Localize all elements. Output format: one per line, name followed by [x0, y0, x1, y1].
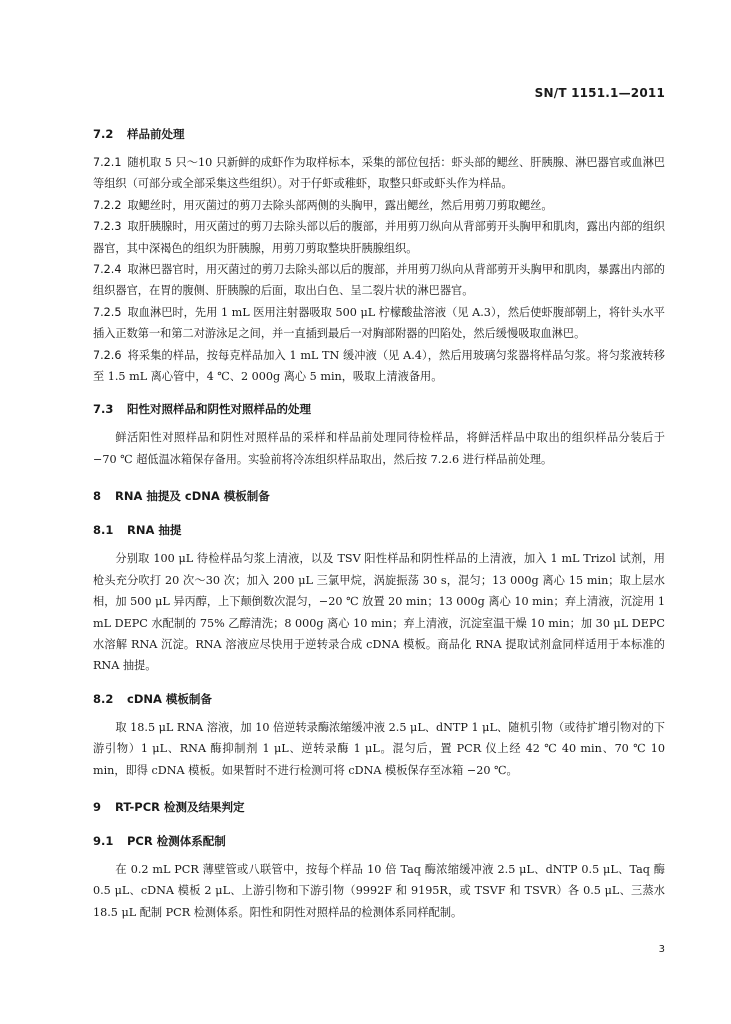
clause-7-2-5 — [93, 302, 665, 345]
section-number: 9.1 — [93, 833, 114, 848]
clause-text: 将采集的样品，按每克样品加入 1 mL TN 缓冲液（见 A.4），然后用玻璃匀浆器将样品匀浆。将匀浆液转移至 1.5 mL 离心管中，4 ℃、2 000g 离心 5 min，吸取上清液备用。 — [93, 348, 665, 384]
section-heading-8-1 — [93, 522, 665, 538]
page-number: 3 — [658, 944, 665, 955]
clause-number: 7.2.2 — [93, 198, 122, 212]
paragraph-text: 取 18.5 μL RNA 溶液，加 10 倍逆转录酶浓缩缓冲液 2.5 μL、dNTP 1 μL、随机引物（或待扩增引物对的下游引物）1 μL、RNA 酶抑制剂 1 μL、逆转录酶 1 μL。混匀后，置 PCR 仪上经 42 ℃ 40 min、70 ℃ 10 min，即得 cDNA 模板。如果暂时不进行检测可将 cDNA 模板保存至冰箱 −20 ℃。 — [93, 720, 665, 777]
chapter-title: RT-PCR 检测及结果判定 — [115, 799, 245, 814]
section-number: 7.3 — [93, 402, 114, 417]
paragraph-9-1 — [93, 859, 665, 923]
chapter-title: RNA 抽提及 cDNA 模板制备 — [115, 489, 270, 504]
paragraph-text: 鲜活阳性对照样品和阴性对照样品的采样和样品前处理同待检样品，将鲜活样品中取出的组织样品分装后于 −70 ℃ 超低温冰箱保存备用。实验前将冷冻组织样品取出，然后按 7.2.6 进行样品前处理。 — [93, 431, 665, 466]
clause-text: 取血淋巴时，先用 1 mL 医用注射器吸取 500 μL 柠檬酸盐溶液（见 A.3），然后使虾腹部朝上，将针头水平插入正数第一和第二对游泳足之间，并一直插到最后一对胸部附器的凹陷处，然后缓慢吸取血淋巴。 — [93, 305, 665, 341]
clause-7-2-4 — [93, 259, 665, 302]
clause-text: 取鳃丝时，用灭菌过的剪刀去除头部两侧的头胸甲，露出鳃丝，然后用剪刀剪取鳃丝。 — [127, 198, 553, 212]
paragraph-text: 在 0.2 mL PCR 薄壁管或八联管中，按每个样品 10 倍 Taq 酶浓缩缓冲液 2.5 μL、dNTP 0.5 μL、Taq 酶 0.5 μL、cDNA 模板 2 μL、上游引物和下游引物（9992F 和 9195R，或 TSVF 和 TSVR）各 0.5 μL、三蒸水 18.5 μL 配制 PCR 检测体系。阳性和阴性对照样品的检测体系同样配制。 — [93, 862, 665, 919]
section-number: 8.2 — [93, 691, 114, 706]
section-number: 8.1 — [93, 523, 114, 538]
clause-number: 7.2.6 — [93, 348, 122, 362]
clause-7-2-3 — [93, 216, 665, 259]
clause-number: 7.2.4 — [93, 263, 122, 277]
section-heading-7-3 — [93, 401, 665, 417]
paragraph-text: 分别取 100 μL 待检样品匀浆上清液，以及 TSV 阳性样品和阴性样品的上清液，加入 1 mL Trizol 试剂，用枪头充分吹打 20 次～30 次；加入 200 μL 三氯甲烷，涡旋振荡 30 s，混匀；13 000g 离心 15 min；取上层水相，加 500 μL 异丙醇，上下颠倒数次混匀，−20 ℃ 放置 20 min；13 000g 离心 10 min；弃上清液，沉淀用 1 mL DEPC 水配制的 75% 乙醇清洗；8 000g 离心 10 min；弃上清液，沉淀室温干燥 10 min；加 30 μL DEPC 水溶解 RNA 沉淀。RNA 溶液应尽快用于逆转录合成 cDNA 模板。商品化 RNA 提取试剂盒同样适用于本标准的 RNA 抽提。 — [93, 552, 665, 673]
standard-number: SN/T 1151.1—2011 — [534, 86, 665, 100]
clause-text: 取肝胰腺时，用灭菌过的剪刀去除头部以后的腹部，并用剪刀纵向从背部剪开头胸甲和肌肉，露出内部的组织器官，其中深褐色的组织为肝胰腺，用剪刀剪取整块肝胰腺组织。 — [93, 220, 665, 255]
clause-text: 随机取 5 只～10 只新鲜的成虾作为取样标本，采集的部位包括：虾头部的鳃丝、肝胰腺、淋巴器官或血淋巴等组织（可部分或全部采集这些组织）。对于仔虾或稚虾，取整只虾或虾头作为样品。 — [93, 156, 665, 191]
clause-number: 7.2.1 — [93, 156, 122, 169]
clause-7-2-2 — [93, 195, 665, 216]
chapter-heading-8 — [93, 488, 665, 504]
paragraph-7-3 — [93, 427, 665, 470]
clause-7-2-6 — [93, 345, 665, 388]
paragraph-8-2 — [93, 717, 665, 781]
paragraph-8-1 — [93, 548, 665, 676]
chapter-number: 9 — [93, 799, 102, 814]
section-title: PCR 检测体系配制 — [127, 833, 226, 848]
clause-number: 7.2.5 — [93, 305, 122, 319]
section-title: 阳性对照样品和阴性对照样品的处理 — [127, 402, 311, 417]
clause-text: 取淋巴器官时，用灭菌过的剪刀去除头部以后的腹部，并用剪刀纵向从背部剪开头胸甲和肌肉，暴露出内部的组织器官，在胃的腹侧、肝胰腺的后面，取出白色、呈二裂片状的淋巴器官。 — [93, 263, 665, 298]
section-heading-8-2 — [93, 691, 665, 707]
section-title: 样品前处理 — [127, 127, 185, 141]
clause-number: 7.2.3 — [93, 220, 122, 234]
section-number: 7.2 — [93, 127, 114, 141]
chapter-number: 8 — [93, 489, 102, 504]
chapter-heading-9 — [93, 799, 665, 815]
section-heading-9-1 — [93, 833, 665, 849]
clause-7-2-1 — [93, 152, 665, 195]
section-title: cDNA 模板制备 — [127, 691, 212, 706]
section-heading-7-2 — [93, 126, 665, 142]
document-body — [93, 126, 665, 923]
section-title: RNA 抽提 — [127, 523, 182, 538]
